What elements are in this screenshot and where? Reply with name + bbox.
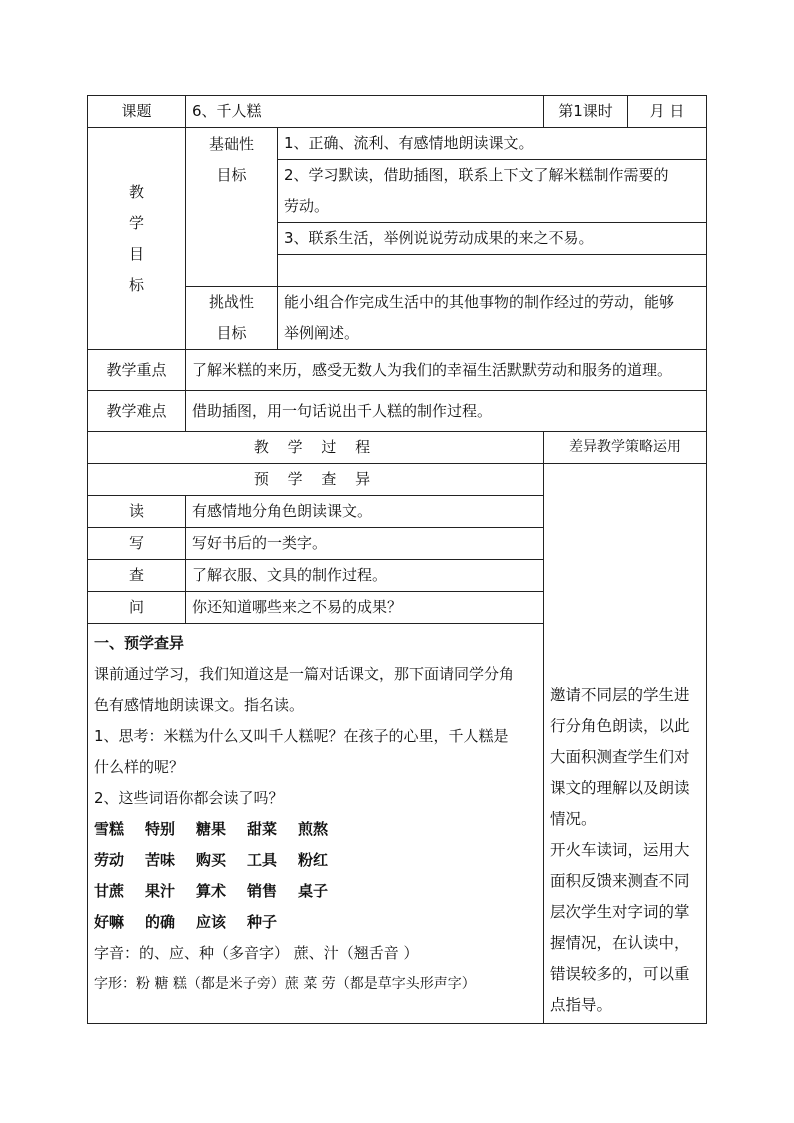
strategy-header: 差异教学策略运用	[544, 432, 707, 464]
preview-label: 问	[88, 592, 186, 624]
challenge-goal: 能小组合作完成生活中的其他事物的制作经过的劳动，能够 举例阐述。	[278, 287, 707, 350]
content-line: 什么样的呢？	[94, 758, 185, 776]
period-cell: 第1课时	[544, 96, 628, 128]
preview-header-row	[88, 464, 707, 496]
process-header-row	[88, 432, 707, 464]
word: 雪糕	[94, 820, 125, 838]
word: 果汁	[145, 882, 176, 900]
basic-goal-2: 2、学习默读，借助插图，联系上下文了解米糕制作需要的 劳动。	[278, 160, 707, 223]
character-form-note: 字形：粉 糖 糕（都是米子旁）蔗 菜 劳（都是草字头形声字）	[94, 976, 476, 992]
difficulty-label: 教学难点	[88, 391, 186, 432]
word: 苦味	[145, 851, 176, 869]
word: 算术	[196, 882, 227, 900]
basic-goal-label: 基础性 目标	[186, 128, 278, 287]
word: 煎熬	[298, 820, 329, 838]
lesson-plan-table	[87, 95, 707, 1024]
topic-title: 6、千人糕	[186, 96, 544, 128]
word: 桌子	[298, 882, 329, 900]
difficulty-row	[88, 391, 707, 432]
word-row	[94, 845, 537, 876]
challenge-goal-label: 挑战性 目标	[186, 287, 278, 350]
teaching-goals-label: 教 学 目 标	[88, 128, 186, 350]
word: 销售	[247, 882, 278, 900]
key-point-row	[88, 350, 707, 391]
content-line: 2、这些词语你都会读了吗？	[94, 789, 284, 807]
goal-row-1	[88, 128, 707, 160]
word: 特别	[145, 820, 176, 838]
key-point-label: 教学重点	[88, 350, 186, 391]
preview-label: 写	[88, 528, 186, 560]
word: 糖果	[196, 820, 227, 838]
key-point-text: 了解米糕的来历，感受无数人为我们的幸福生活默默劳动和服务的道理。	[186, 350, 707, 391]
preview-text: 你还知道哪些来之不易的成果？	[186, 592, 544, 624]
word-row	[94, 907, 537, 938]
content-line: 色有感情地朗读课文。指名读。	[94, 696, 305, 714]
word-row	[94, 814, 537, 845]
word: 的确	[145, 913, 176, 931]
preview-label: 查	[88, 560, 186, 592]
preview-label: 读	[88, 496, 186, 528]
topic-label: 课题	[88, 96, 186, 128]
pronunciation-note: 字音：的、应、种（多音字） 蔗、汁（翘舌音 ）	[94, 944, 419, 962]
difficulty-text: 借助插图，用一句话说出千人糕的制作过程。	[186, 391, 707, 432]
date-cell: 月 日	[628, 96, 707, 128]
process-header: 教 学 过 程	[88, 432, 544, 464]
header-row	[88, 96, 707, 128]
word: 甜菜	[247, 820, 278, 838]
word: 购买	[196, 851, 227, 869]
preview-header: 预 学 查 异	[88, 464, 544, 496]
word: 劳动	[94, 851, 125, 869]
lesson-content	[88, 624, 544, 1024]
content-line: 课前通过学习，我们知道这是一篇对话课文，那下面请同学分角	[94, 665, 515, 683]
preview-text: 了解衣服、文具的制作过程。	[186, 560, 544, 592]
basic-goal-3: 3、联系生活，举例说说劳动成果的来之不易。	[278, 223, 707, 255]
word: 粉红	[298, 851, 329, 869]
word: 工具	[247, 851, 278, 869]
word-row	[94, 876, 537, 907]
preview-text: 写好书后的一类字。	[186, 528, 544, 560]
preview-text: 有感情地分角色朗读课文。	[186, 496, 544, 528]
word: 应该	[196, 913, 227, 931]
basic-goal-1: 1、正确、流利、有感情地朗读课文。	[278, 128, 707, 160]
word: 甘蔗	[94, 882, 125, 900]
word: 种子	[247, 913, 278, 931]
content-line: 1、思考：米糕为什么又叫千人糕呢？在孩子的心里，千人糕是	[94, 727, 509, 745]
content-heading: 一、预学查异	[94, 634, 185, 652]
word: 好嘛	[94, 913, 125, 931]
basic-goal-empty	[278, 255, 707, 287]
strategy-notes: 邀请不同层的学生进 行分角色朗读，以此 大面积测查学生们对 课文的理解以及朗读 情况。 开火车读词，运用大 面积反馈来测查不同 层次学生对字词的掌 握情况，在认读中， 错误较多的，可以重 点指导。	[544, 464, 707, 1024]
